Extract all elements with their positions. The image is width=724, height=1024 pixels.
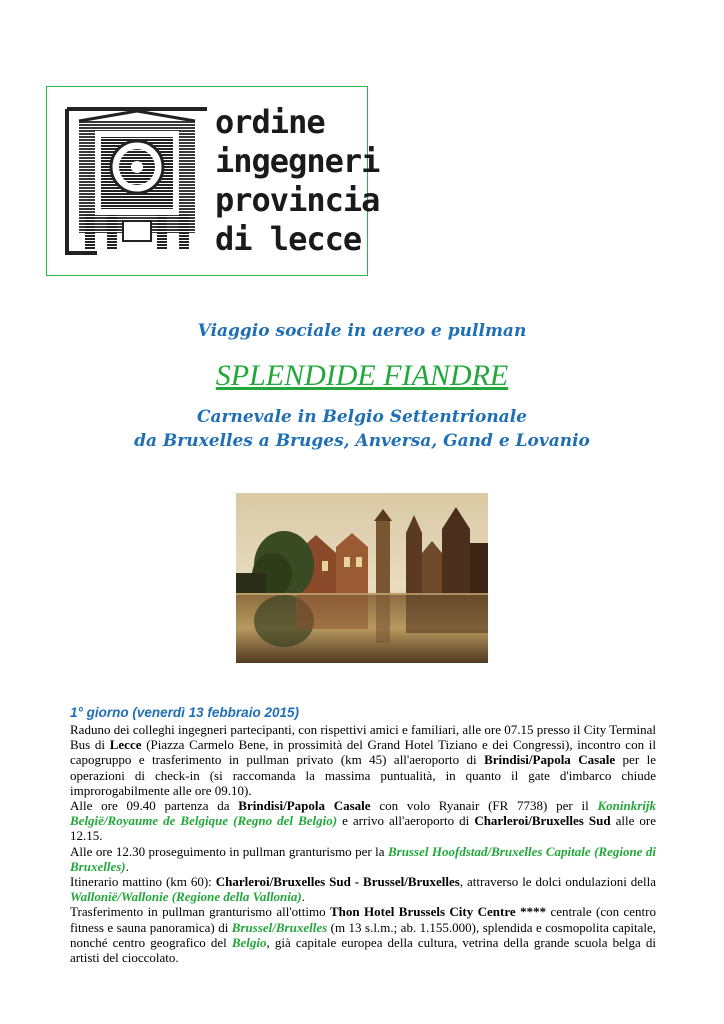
text-span: .: [125, 858, 129, 874]
text-span: Itinerario mattino (km 60):: [70, 874, 216, 890]
tagline-line-2: da Bruxelles a Bruges, Anversa, Gand e Lovanio: [134, 431, 590, 451]
itinerary-paragraph: [70, 844, 656, 874]
logo-line-4: di lecce: [215, 220, 375, 259]
text-span: , attraverso le dolci ondulazioni della: [459, 874, 657, 890]
itinerary-paragraph: [70, 904, 656, 965]
hotel-name: Thon Hotel Brussels City Centre ****: [330, 904, 547, 920]
itinerary-paragraph: [70, 874, 656, 904]
place-brussels: Brussel/Bruxelles: [231, 919, 328, 935]
place-brindisi: Brindisi/Papola Casale: [238, 798, 371, 814]
logo-frame: [46, 86, 380, 276]
tagline-line-1: Carnevale in Belgio Settentrionale: [197, 407, 527, 427]
text-span: con volo Ryanair (FR 7738) per il: [370, 798, 598, 814]
logo-line-3: provincia: [215, 181, 380, 219]
place-brindisi: Brindisi/Papola Casale: [484, 752, 616, 768]
place-belgio: Belgio: [231, 934, 267, 950]
page-title: SPLENDIDE FIANDRE: [215, 359, 509, 392]
text-span: (Piazza Carmelo Bene, in prossimità del Grand Hotel Tiziano e dei Congressi), incontro con il capogruppo e trasferimento in pullman privato (km 45) all'aeroporto di: [70, 737, 656, 768]
text-span: .: [301, 889, 305, 905]
clock-tower-emblem-icon: [57, 103, 217, 263]
itinerary-paragraph: [70, 722, 656, 798]
logo-line-2: ingegneri: [215, 142, 380, 180]
logo: [57, 103, 380, 263]
text-span: alle ore 12.15.: [70, 813, 656, 844]
text-span: e arrivo all'aeroporto di: [337, 813, 475, 829]
route: Charleroi/Bruxelles Sud - Brussel/Bruxelles: [215, 874, 460, 890]
itinerary-paragraph: [70, 798, 656, 844]
logo-line-1: ordine: [215, 103, 375, 142]
place-wallonia: Wallonië/Wallonie (Regione della Vallonia): [70, 889, 302, 905]
text-span: Trasferimento in pullman granturismo all'ottimo: [70, 904, 331, 920]
text-span: Alle ore 09.40 partenza da: [70, 798, 239, 814]
trip-subtitle: Viaggio sociale in aereo e pullman: [197, 321, 527, 341]
place-lecce: Lecce: [109, 737, 142, 753]
bruges-canal-photo: [236, 493, 488, 663]
text-span: per le operazioni di check-in (si raccomanda la massima puntualità, in quanto il gate d'imbarco chiude improrogabilmente alle ore 09.10).: [70, 752, 656, 798]
text-span: Raduno dei colleghi ingegneri partecipanti, con rispettivi amici e familiari, alle ore 07.15 presso il City Terminal Bus di: [70, 722, 656, 753]
text-span: Alle ore 12.30 proseguimento in pullman granturismo per la: [70, 843, 388, 859]
text-span: , già capitale europea della cultura, vetrina della grande scuola belga di artisti del cioccolato.: [70, 934, 656, 966]
text-span: centrale (con centro fitness e sauna panoramica) di: [70, 904, 656, 935]
text-span: (m 13 s.l.m.; ab. 1.155.000), splendida e cosmopolita capitale, nonché centro geografico del: [70, 919, 656, 950]
place-brussels-region: Brussel Hoofdstad/Bruxelles Capitale (Regione di Bruxelles): [70, 843, 657, 874]
day-1-heading: 1° giorno (venerdì 13 febbraio 2015): [70, 705, 299, 720]
logo-wordmark: [215, 103, 380, 259]
place-charleroi: Charleroi/Bruxelles Sud: [474, 813, 611, 829]
day-1-itinerary: [70, 722, 656, 965]
trip-tagline: [0, 405, 724, 453]
place-belgium: Koninkrijk België/Royaume de Belgique (Regno del Belgio): [70, 798, 656, 829]
